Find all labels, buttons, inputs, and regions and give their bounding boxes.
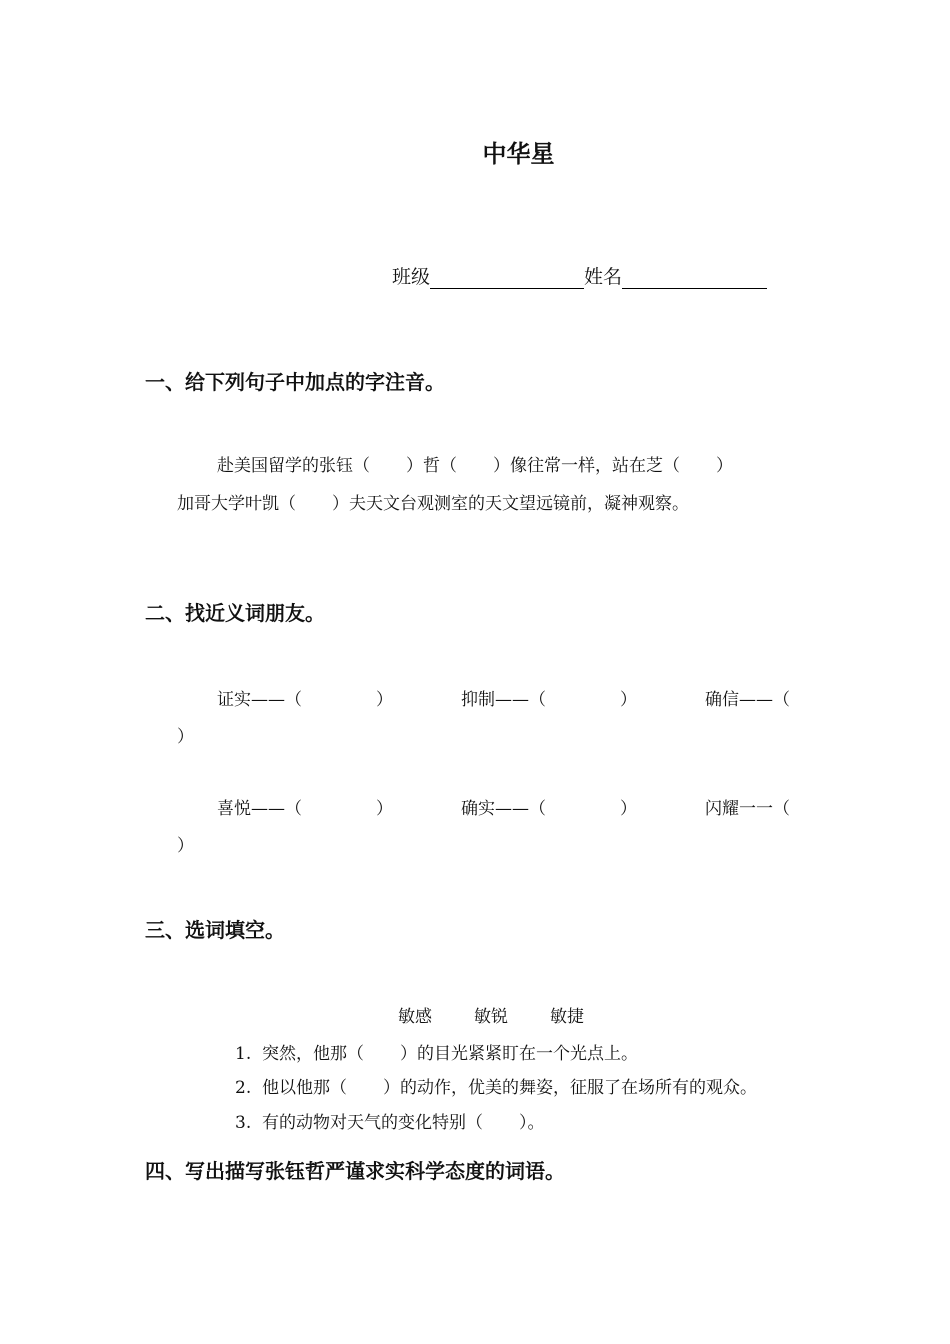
student-info-row	[392, 262, 767, 289]
name-label: 姓名	[584, 266, 623, 288]
class-label: 班级	[392, 266, 431, 288]
section-4-heading: 四、写出描写张钰哲严谨求实科学态度的词语。	[145, 1159, 565, 1183]
class-blank-line[interactable]	[430, 266, 584, 289]
option-word: 敏锐	[474, 1007, 508, 1027]
sentence-text: 加哥大学叶凯（	[177, 494, 296, 514]
sentence-text: ）	[716, 456, 733, 476]
item-number: 2.	[235, 1078, 252, 1098]
fill-item-3: 3. 有的动物对天气的变化特别（ ）。	[235, 1113, 545, 1133]
sentence-text: 赴美国留学的张钰（	[217, 456, 370, 476]
name-blank-line[interactable]	[622, 266, 767, 289]
synonym-item: 确实——（ ）	[461, 799, 637, 819]
section-1-line-1	[217, 451, 733, 476]
section-2-heading: 二、找近义词朋友。	[145, 601, 325, 625]
sentence-text: ）哲（	[406, 456, 457, 476]
sentence-text: ）像往常一样，站在芝（	[493, 456, 680, 476]
synonym-item: 喜悦——（ ）	[217, 799, 393, 819]
section-1-line-2	[177, 489, 689, 514]
option-word: 敏感	[398, 1007, 432, 1027]
synonym-item: 闪耀一一（	[705, 799, 790, 819]
word-options	[398, 1002, 584, 1027]
fill-item-2: 2. 他以他那（ ）的动作，优美的舞姿，征服了在场所有的观众。	[235, 1078, 758, 1098]
synonym-item: 抑制——（ ）	[461, 690, 637, 710]
option-word: 敏捷	[550, 1007, 584, 1027]
synonym-blank[interactable]: ）	[177, 836, 194, 856]
synonym-blank[interactable]: ）	[177, 727, 194, 747]
item-number: 1.	[235, 1044, 252, 1064]
item-number: 3.	[235, 1113, 252, 1133]
synonym-item: 确信——（	[705, 690, 790, 710]
page-title: 中华星	[482, 140, 555, 168]
section-3-heading: 三、选词填空。	[145, 918, 285, 942]
sentence-text: ）夫天文台观测室的天文望远镜前，凝神观察。	[332, 494, 689, 514]
synonym-item: 证实——（ ）	[217, 690, 393, 710]
section-1-heading: 一、给下列句子中加点的字注音。	[145, 370, 445, 394]
fill-item-1: 1. 突然，他那（ ）的目光紧紧盯在一个光点上。	[235, 1044, 639, 1064]
